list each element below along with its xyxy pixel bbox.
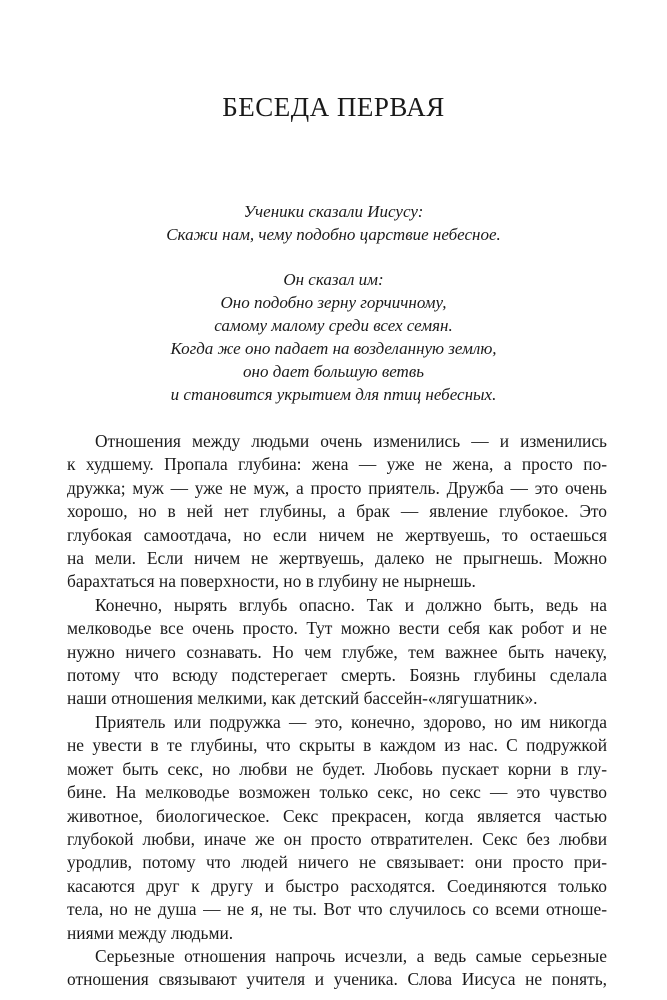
text-line: ниями между людьми. xyxy=(67,922,234,943)
body-text xyxy=(67,430,607,992)
text-line: касаются друг к другу и быстро расходятся. Соединяются только xyxy=(67,875,607,896)
epigraph-line: Ученики сказали Иисусу: xyxy=(243,202,424,221)
text-line: глубокой любви, иначе же он просто отвратителен. Секс без любви xyxy=(67,828,607,849)
epigraph-line: Когда же оно падает на возделанную землю, xyxy=(170,339,497,358)
text-line: Отношения между людьми очень изменились — и изменились xyxy=(95,431,607,451)
text-line: Серьезные отношения напрочь исчезли, а ведь самые серьезные xyxy=(95,945,607,966)
text-line: Конечно, нырять вглубь опасно. Так и должно быть, ведь на xyxy=(95,594,607,615)
epigraph-line: Оно подобно зерну горчичному, xyxy=(220,293,447,312)
text-line: уродлив, потому что людей ничего не связывает: они просто при- xyxy=(67,852,607,873)
paragraph xyxy=(67,594,607,711)
text-line: животное, биологическое. Секс прекрасен, когда является частью xyxy=(67,805,607,826)
epigraph-line: самому малому среди всех семян. xyxy=(214,316,453,335)
paragraph xyxy=(67,945,607,992)
text-line: барахтаться на поверхности, но в глубину не нырнешь. xyxy=(67,571,476,592)
epigraph-line: Скажи нам, чему подобно царствие небесное. xyxy=(166,225,501,244)
text-line: отношения связывают учителя и ученика. Слова Иисуса не понять, xyxy=(67,969,607,990)
text-line: может быть секс, но любви не будет. Любовь пускает корни в глу- xyxy=(67,758,607,779)
epigraph-line: и становится укрытием для птиц небесных. xyxy=(170,385,497,404)
epigraph-stanza xyxy=(120,268,547,406)
epigraph xyxy=(120,200,547,406)
text-line: хорошо, но в ней нет глубины, а брак — явление глубокое. Это xyxy=(67,501,607,522)
epigraph-stanza xyxy=(120,200,547,246)
text-line: не увести в те глубины, что скрыты в каждом из нас. С подружкой xyxy=(67,735,607,756)
chapter-title: БЕСЕДА ПЕРВАЯ xyxy=(222,92,445,122)
text-line: наши отношения мелкими, как детский бассейн-«лягушатник». xyxy=(67,688,538,709)
text-line: потому что всюду подстерегает смерть. Боязнь глубины сделала xyxy=(67,665,607,686)
text-line: на мели. Если ничем не жертвуешь, далеко не прыгнешь. Можно xyxy=(67,548,607,569)
text-line: Приятель или подружка — это, конечно, здорово, но им никогда xyxy=(95,711,607,732)
text-line: к худшему. Пропала глубина: жена — уже не жена, а просто по- xyxy=(67,454,607,475)
text-line: бине. На мелководье возможен только секс, но секс — это чувство xyxy=(67,782,607,803)
paragraph xyxy=(67,711,607,945)
epigraph-line: Он сказал им: xyxy=(283,270,384,289)
text-line: глубокая самоотдача, но если ничем не жертвуешь, то остаешься xyxy=(67,524,607,545)
text-line: мелководье все очень просто. Тут можно вести себя как робот и не xyxy=(67,618,607,639)
text-line: тела, но не душа — не я, не ты. Вот что случилось со всеми отноше- xyxy=(67,899,607,920)
epigraph-line: оно дает большую ветвь xyxy=(243,362,424,381)
paragraph xyxy=(67,430,607,594)
text-line: дружка; муж — уже не муж, а просто приятель. Дружба — это очень xyxy=(67,477,607,498)
text-line: нужно ничего сознавать. Но чем глубже, тем важнее быть начеку, xyxy=(67,641,607,662)
